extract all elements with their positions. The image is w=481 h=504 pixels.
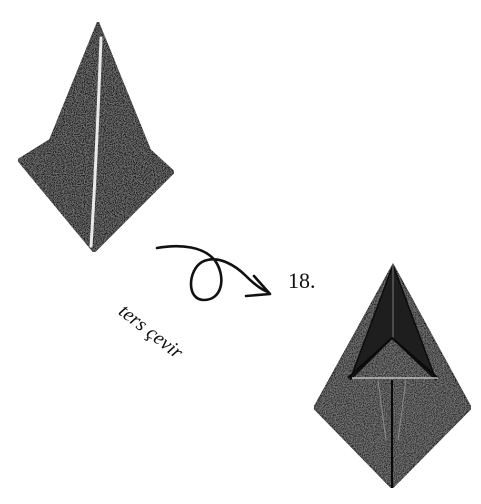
- step-number-label: 18.: [288, 268, 316, 293]
- kite-figure-front: [18, 22, 174, 252]
- kite-figure-back: [314, 265, 471, 488]
- turn-over-instruction: ters çevir: [114, 300, 188, 364]
- turn-over-arrow-icon: [157, 246, 270, 300]
